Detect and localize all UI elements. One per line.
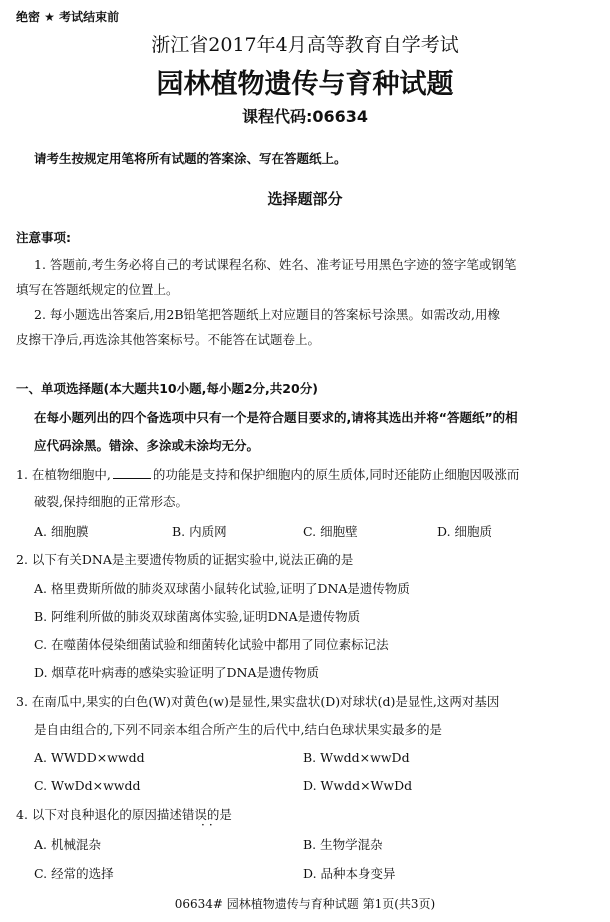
emphasis-dots: ··	[201, 818, 217, 832]
question-1-line2: 破裂,保持细胞的正常形态。	[34, 494, 188, 509]
question-2-option-d: D. 烟草花叶病毒的感染实验证明了DNA是遗传物质	[34, 665, 320, 680]
question-4-stem: 4. 以下对良种退化的原因描述错误的是	[16, 807, 232, 822]
question-4-option-c: C. 经常的选择	[34, 866, 114, 881]
question-3-option-c: C. WwDd×wwdd	[34, 778, 141, 793]
question-3-option-a: A. WWDD×wwdd	[34, 750, 145, 765]
exam-title: 浙江省2017年4月高等教育自学考试	[151, 34, 459, 56]
part1-instruction-line1: 在每小题列出的四个备选项中只有一个是符合题目要求的,请将其选出并将“答题纸”的相	[34, 410, 518, 425]
question-2-option-c: C. 在噬菌体侵染细菌试验和细菌转化试验中都用了同位素标记法	[34, 637, 389, 652]
attention-item1-line1: 1. 答题前,考生务必将自己的考试课程名称、姓名、准考证号用黑色字迹的签字笔或钢笔	[34, 257, 517, 272]
question-1-option-a: A. 细胞膜	[34, 524, 89, 539]
attention-item2-line2: 皮擦干净后,再选涂其他答案标号。不能答在试题卷上。	[16, 332, 320, 347]
question-2-option-a: A. 格里费斯所做的肺炎双球菌小鼠转化试验,证明了DNA是遗传物质	[34, 581, 410, 596]
question-1-stem-end: 的功能是支持和保护细胞内的原生质体,同时还能防止细胞因吸涨而	[152, 467, 520, 482]
part1-heading: 一、单项选择题(本大题共10小题,每小题2分,共20分)	[16, 381, 318, 396]
page-footer: 06634# 园林植物遗传与育种试题 第1页(共3页)	[174, 897, 436, 911]
question-3-line1: 3. 在南瓜中,果实的白色(W)对黄色(w)是显性,果实盘状(D)对球状(d)是显性,这两对基因	[16, 694, 500, 709]
part1-instruction-line2: 应代码涂黑。错涂、多涂或未涂均无分。	[34, 438, 260, 453]
secret-mark: 绝密 ★ 考试结束前	[16, 10, 120, 24]
section-title: 选择题部分	[267, 190, 343, 208]
question-1-stem-start: 1. 在植物细胞中,	[16, 467, 111, 482]
question-4-option-b: B. 生物学混杂	[303, 837, 383, 852]
question-2-option-b: B. 阿维利所做的肺炎双球菌离体实验,证明DNA是遗传物质	[34, 609, 361, 624]
question-4-option-d: D. 品种本身变异	[303, 866, 396, 881]
question-2-stem: 2. 以下有关DNA是主要遗传物质的证据实验中,说法正确的是	[16, 552, 354, 567]
attention-item1-line2: 填写在答题纸规定的位置上。	[16, 282, 179, 297]
question-3-option-b: B. Wwdd×wwDd	[303, 750, 410, 765]
subject-title: 园林植物遗传与育种试题	[156, 69, 454, 100]
course-code: 课程代码:06634	[241, 107, 369, 126]
question-4-option-a: A. 机械混杂	[34, 837, 101, 852]
question-1-line1	[16, 465, 519, 483]
question-1-option-d: D. 细胞质	[437, 524, 493, 539]
answer-blank	[113, 466, 151, 479]
attention-item2-line1: 2. 每小题选出答案后,用2B铅笔把答题纸上对应题目的答案标号涂黑。如需改动,用橡	[34, 307, 500, 322]
question-1-option-b: B. 内质网	[172, 524, 227, 539]
question-3-option-d: D. Wwdd×WwDd	[303, 778, 413, 793]
question-3-line2: 是自由组合的,下列不同亲本组合所产生的后代中,结白色球状果实最多的是	[34, 722, 442, 737]
attention-heading: 注意事项:	[16, 230, 71, 245]
question-1-option-c: C. 细胞壁	[303, 524, 358, 539]
answer-notice: 请考生按规定用笔将所有试题的答案涂、写在答题纸上。	[34, 151, 347, 166]
